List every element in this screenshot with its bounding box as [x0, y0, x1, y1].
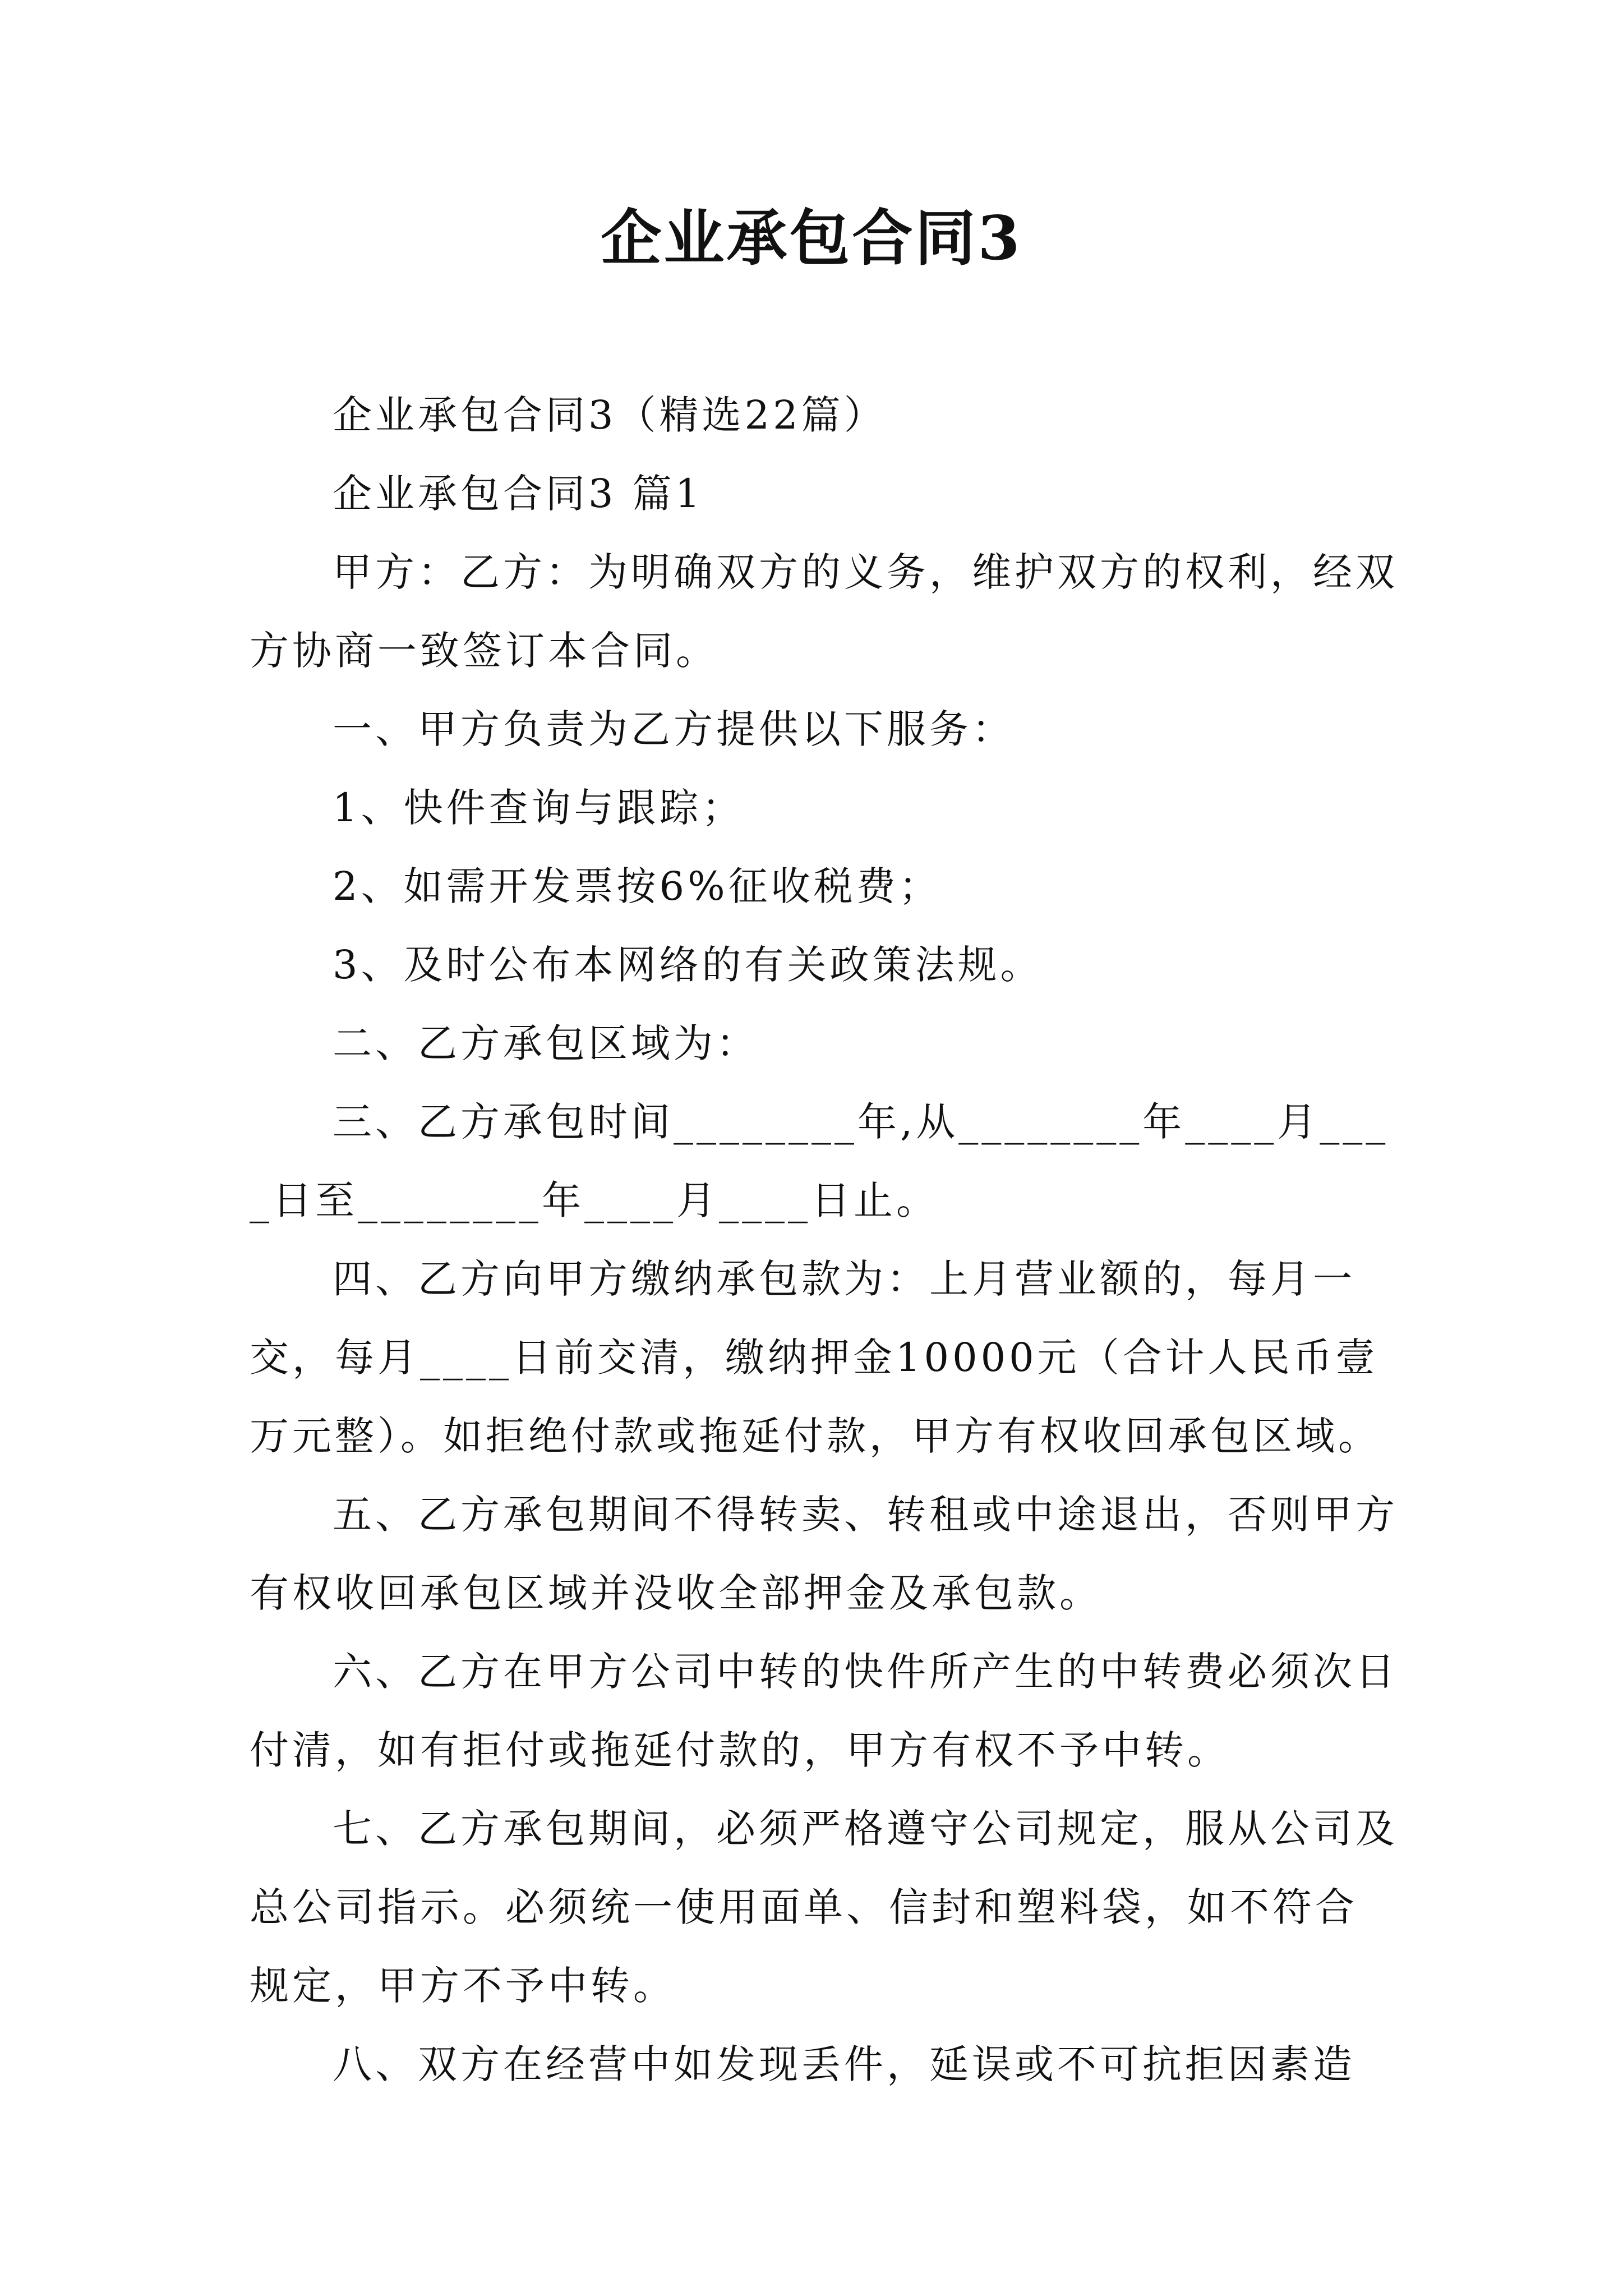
document-title: 企业承包合同3: [601, 203, 1022, 274]
paragraph-parties: 甲方：乙方：为明确双方的义务，维护双方的权利，经双方协商一致签订本合同。: [250, 549, 1398, 674]
paragraph-clause-8: 八、双方在经营中如发现丢件，延误或不可抗拒因素造: [333, 2041, 1355, 2087]
paragraph-subtitle: 企业承包合同3（精选22篇）: [333, 392, 887, 438]
paragraph-item-3: 3、及时公布本网络的有关政策法规。: [333, 942, 1043, 988]
paragraph-clause-6: 六、乙方在甲方公司中转的快件所产生的中转费必须次日付清，如有拒付或拖延付款的，甲方有权不予中转。: [250, 1649, 1398, 1773]
document-body: [250, 376, 1399, 2104]
paragraph-clause-7: 七、乙方承包期间，必须严格遵守公司规定，服从公司及总公司指示。必须统一使用面单、信封和塑料袋，如不符合规定，甲方不予中转。: [250, 1806, 1398, 2009]
paragraph-clause-5: 五、乙方承包期间不得转卖、转租或中途退出，否则甲方有权收回承包区域并没收全部押金及承包款。: [250, 1492, 1398, 1616]
paragraph-item-1: 1、快件查询与跟踪；: [333, 785, 745, 831]
paragraph-section-heading: 企业承包合同3 篇1: [333, 471, 704, 517]
paragraph-clause-3: 三、乙方承包时间________年,从________年____月____日至________年____月____日止。: [250, 1099, 1389, 1223]
paragraph-clause-1: 一、甲方负责为乙方提供以下服务：: [333, 706, 1015, 752]
paragraph-item-2: 2、如需开发票按6%征收税费；: [333, 863, 942, 909]
paragraph-clause-4: 四、乙方向甲方缴纳承包款为：上月营业额的，每月一交，每月____日前交清，缴纳押金10000元（合计人民币壹万元整）。如拒绝付款或拖延付款，甲方有权收回承包区域。: [250, 1256, 1381, 1459]
paragraph-clause-2: 二、乙方承包区域为：: [333, 1020, 759, 1066]
